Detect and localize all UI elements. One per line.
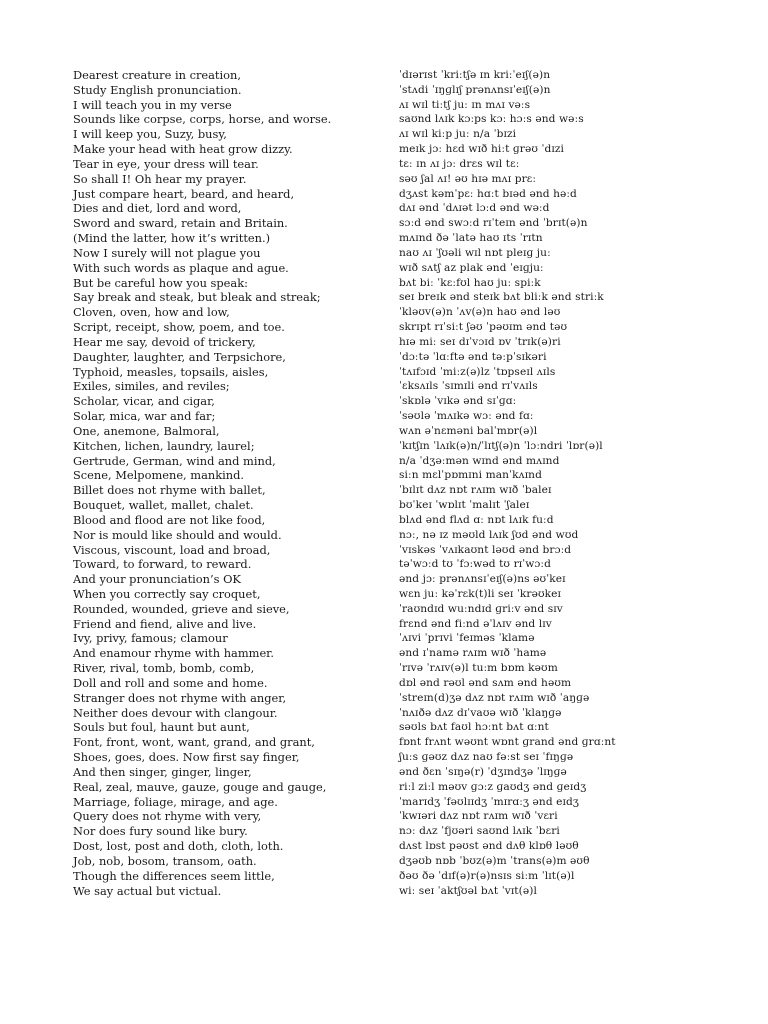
verse-text: With such words as plaque and ague.: [73, 260, 289, 275]
poem-line: [0, 379, 768, 394]
verse-text: Viscous, viscount, load and broad,: [73, 542, 271, 557]
ipa-transcription: bʊˈkeɪ ˈwɒlɪt ˈmalɪt ˈʃaleɪ: [399, 499, 530, 512]
poem-line: [0, 617, 768, 632]
ipa-transcription: sɔːd ənd swɔːd rɪˈteɪn ənd ˈbrɪt(ə)n: [399, 217, 588, 230]
ipa-transcription: wiː seɪ ˈaktʃʊəl bʌt ˈvɪt(ə)l: [399, 884, 537, 897]
verse-text: Exiles, similes, and reviles;: [73, 379, 230, 394]
poem-line: [0, 468, 768, 483]
verse-text: Though the differences seem little,: [73, 868, 275, 883]
verse-text: Nor does fury sound like bury.: [73, 824, 248, 839]
poem-line: [0, 394, 768, 409]
ipa-transcription: səʊ ʃal ʌɪ! əʊ hɪə mʌɪ prɛː: [399, 172, 537, 185]
ipa-transcription: n/a ˈdʒəːmən wɪnd ənd mʌɪnd: [399, 454, 560, 467]
ipa-transcription: fɒnt frʌnt wəʊnt wɒnt ɡrand ənd ɡrɑːnt: [399, 736, 616, 749]
poem-line: [0, 498, 768, 513]
poem-line: [0, 602, 768, 617]
verse-text: Tear in eye, your dress will tear.: [73, 156, 259, 171]
ipa-transcription: dɒl ənd rəʊl ənd sʌm ənd həʊm: [399, 676, 572, 689]
verse-text: Solar, mica, war and far;: [73, 409, 216, 424]
ipa-transcription: skrɪpt rɪˈsiːt ʃəʊ ˈpəʊɪm ənd təʊ: [399, 321, 568, 334]
poem-line: [0, 142, 768, 157]
poem-line: [0, 676, 768, 691]
poem-line: [0, 83, 768, 98]
ipa-transcription: ˈstʌdi ˈɪŋɡlɪʃ prənʌnsɪˈeɪʃ(ə)n: [399, 83, 551, 96]
verse-text: Billet does not rhyme with ballet,: [73, 483, 266, 498]
poem-line: [0, 320, 768, 335]
poem-line: [0, 454, 768, 469]
poem-line: [0, 201, 768, 216]
ipa-transcription: ˈnʌɪðə dʌz dɪˈvaʊə wɪð ˈklaŋɡə: [399, 706, 562, 719]
poem-line: [0, 780, 768, 795]
poem-line: [0, 543, 768, 558]
ipa-transcription: ənd ðɛn ˈsɪŋə(r) ˈdʒɪndʒə ˈlɪŋɡə: [399, 765, 567, 778]
poem-line: [0, 720, 768, 735]
poem-line: [0, 884, 768, 899]
ipa-transcription: seɪ breɪk ənd steɪk bʌt bliːk ənd striːk: [399, 291, 604, 304]
ipa-transcription: ˈvɪskəs ˈvʌɪkaʊnt ləʊd ənd brɔːd: [399, 543, 572, 556]
verse-text: Rounded, wounded, grieve and sieve,: [73, 601, 290, 616]
verse-text: Friend and fiend, alive and live.: [73, 616, 257, 631]
poem-line: [0, 157, 768, 172]
verse-text: Study English pronunciation.: [73, 82, 242, 97]
poem-line: [0, 765, 768, 780]
poem-line: [0, 661, 768, 676]
verse-text: Neither does devour with clangour.: [73, 705, 278, 720]
poem-line: [0, 691, 768, 706]
verse-text: And your pronunciation’s OK: [73, 572, 241, 587]
verse-text: But be careful how you speak:: [73, 275, 248, 290]
verse-text: River, rival, tomb, bomb, comb,: [73, 661, 255, 676]
ipa-transcription: meɪk jɔː hɛd wɪð hiːt ɡrəʊ ˈdɪzi: [399, 143, 565, 156]
verse-text: Kitchen, lichen, laundry, laurel;: [73, 438, 255, 453]
poem-line: [0, 335, 768, 350]
poem-line: [0, 483, 768, 498]
ipa-transcription: wʌn əˈnɛməni balˈmɒr(ə)l: [399, 424, 538, 437]
poem-line: [0, 869, 768, 884]
poem-line: [0, 231, 768, 246]
ipa-transcription: nɔː, nə ɪz məʊld lʌɪk ʃʊd ənd wʊd: [399, 528, 579, 541]
verse-text: Script, receipt, show, poem, and toe.: [73, 320, 285, 335]
verse-text: I will teach you in my verse: [73, 97, 232, 112]
poem-line: [0, 735, 768, 750]
verse-text: Say break and steak, but bleak and streak;: [73, 290, 321, 305]
poem-line: [0, 290, 768, 305]
verse-text: Gertrude, German, wind and mind,: [73, 453, 276, 468]
verse-text: Query does not rhyme with very,: [73, 809, 262, 824]
poem-line: [0, 112, 768, 127]
poem-line: [0, 187, 768, 202]
ipa-transcription: hɪə miː seɪ dɪˈvɔɪd ɒv ˈtrɪk(ə)ri: [399, 335, 561, 348]
verse-text: Scene, Melpomene, mankind.: [73, 468, 245, 483]
poem-line: [0, 528, 768, 543]
verse-text: Shoes, goes, does. Now first say finger,: [73, 750, 300, 765]
poem-line: [0, 172, 768, 187]
ipa-transcription: ˈskɒlə ˈvɪkə ənd sɪˈɡɑː: [399, 395, 517, 408]
ipa-transcription: dʒəʊb nɒb ˈbʊz(ə)m ˈtrans(ə)m əʊθ: [399, 854, 590, 867]
verse-text: Typhoid, measles, topsails, aisles,: [73, 364, 269, 379]
poem-line: [0, 439, 768, 454]
verse-text: So shall I! Oh hear my prayer.: [73, 171, 247, 186]
verse-text: Dearest creature in creation,: [73, 68, 241, 82]
verse-text: I will keep you, Suzy, busy,: [73, 127, 227, 142]
verse-text: And enamour rhyme with hammer.: [73, 646, 274, 661]
verse-text: And then singer, ginger, linger,: [73, 764, 252, 779]
ipa-transcription: səʊls bʌt faʊl hɔːnt bʌt ɑːnt: [399, 721, 549, 734]
verse-text: Dost, lost, post and doth, cloth, loth.: [73, 839, 284, 854]
ipa-transcription: mʌɪnd ðə ˈlatə haʊ ɪts ˈrɪtn: [399, 232, 543, 245]
poem-line: [0, 587, 768, 602]
ipa-transcription: nɔː dʌz ˈfjʊəri saʊnd lʌɪk ˈbɛri: [399, 825, 560, 838]
ipa-transcription: ˈraʊndɪd wuːndɪd ɡriːv ənd sɪv: [399, 602, 563, 615]
verse-text: Stranger does not rhyme with anger,: [73, 690, 287, 705]
ipa-transcription: ˈsəʊlə ˈmʌɪkə wɔː ənd fɑː: [399, 410, 534, 423]
ipa-transcription: ˈbɪlɪt dʌz nɒt rʌɪm wɪð ˈbaleɪ: [399, 484, 552, 497]
ipa-transcription: dʌst lɒst pəʊst ənd dʌθ klɒθ ləʊθ: [399, 840, 579, 853]
ipa-transcription: saʊnd lʌɪk kɔːps kɔː hɔːs ənd wəːs: [399, 113, 584, 126]
verse-text: Hear me say, devoid of trickery,: [73, 334, 256, 349]
ipa-transcription: riːl ziːl məʊv ɡɔːz ɡaʊdʒ ənd ɡeɪdʒ: [399, 780, 587, 793]
poem-line: [0, 68, 768, 83]
verse-text: Marriage, foliage, mirage, and age.: [73, 794, 278, 809]
verse-text: One, anemone, Balmoral,: [73, 423, 220, 438]
poem-line: [0, 631, 768, 646]
ipa-transcription: siːn mɛlˈpɒmɪni manˈkʌɪnd: [399, 469, 542, 482]
ipa-transcription: naʊ ʌɪ ˈʃʊəli wɪl nɒt pleɪɡ juː: [399, 246, 551, 259]
ipa-transcription: ˈstreɪn(d)ʒə dʌz nɒt rʌɪm wɪð ˈaŋɡə: [399, 691, 590, 704]
ipa-transcription: wɛn juː kəˈrɛk(t)li seɪ ˈkrəʊkeɪ: [399, 587, 562, 600]
poem-line: [0, 513, 768, 528]
verse-text: Toward, to forward, to reward.: [73, 557, 252, 572]
poem-line: [0, 646, 768, 661]
ipa-transcription: ənd jɔː prənʌnsɪˈeɪʃ(ə)ns əʊˈkeɪ: [399, 573, 566, 586]
poem-line: [0, 424, 768, 439]
poem-line: [0, 276, 768, 291]
poem-line: [0, 854, 768, 869]
verse-text: Nor is mould like should and would.: [73, 527, 282, 542]
poem-line: [0, 795, 768, 810]
verse-text: Job, nob, bosom, transom, oath.: [73, 853, 257, 868]
ipa-transcription: ʌɪ wɪl kiːp juː n/a ˈbɪzi: [399, 128, 517, 141]
verse-text: Blood and flood are not like food,: [73, 512, 266, 527]
ipa-transcription: ðəʊ ðə ˈdɪf(ə)r(ə)nsɪs siːm ˈlɪt(ə)l: [399, 869, 575, 882]
verse-text: (Mind the latter, how it’s written.): [73, 231, 271, 246]
poem-line: [0, 706, 768, 721]
poem-line: [0, 809, 768, 824]
poem-line: [0, 127, 768, 142]
verse-text: Ivy, privy, famous; clamour: [73, 631, 228, 646]
poem-line: [0, 261, 768, 276]
ipa-transcription: ˈrɪvə ˈrʌɪv(ə)l tuːm bɒm kəʊm: [399, 662, 558, 675]
verse-text: Sword and sward, retain and Britain.: [73, 216, 288, 231]
poem-line: [0, 365, 768, 380]
ipa-transcription: ˈmarɪdʒ ˈfəʊlɪɪdʒ ˈmɪrɑːʒ ənd eɪdʒ: [399, 795, 579, 808]
ipa-transcription: ˈtʌɪfɔɪd ˈmiːz(ə)lz ˈtɒpseɪl ʌɪls: [399, 365, 556, 378]
verse-text: Daughter, laughter, and Terpsichore,: [73, 349, 286, 364]
ipa-transcription: ˈdɔːtə ˈlɑːftə ənd təːpˈsɪkəri: [399, 350, 547, 363]
verse-text: Sounds like corpse, corps, horse, and worse.: [73, 112, 332, 127]
ipa-transcription: ˈkləʊv(ə)n ˈʌv(ə)n haʊ ənd ləʊ: [399, 306, 561, 319]
poem-line: [0, 824, 768, 839]
ipa-transcription: ˈkɪtʃɪn ˈlʌɪk(ə)n/ˈlɪtʃ(ə)n ˈlɔːndri ˈlɒr(ə)l: [399, 439, 603, 452]
ipa-transcription: dʌɪ ənd ˈdʌɪət lɔːd ənd wəːd: [399, 202, 550, 215]
ipa-transcription: dʒʌst kəmˈpɛː hɑːt bɪəd ənd həːd: [399, 187, 577, 200]
ipa-transcription: ˈɛksʌɪls ˈsɪmɪli ənd rɪˈvʌɪls: [399, 380, 538, 393]
verse-text: Cloven, oven, how and low,: [73, 305, 230, 320]
ipa-transcription: wɪð sʌtʃ az plak ənd ˈeɪɡjuː: [399, 261, 544, 274]
ipa-transcription: blʌd ənd flʌd ɑː nɒt lʌɪk fuːd: [399, 513, 554, 526]
ipa-transcription: ˈkwɪəri dʌz nɒt rʌɪm wɪð ˈvɛri: [399, 810, 558, 823]
ipa-transcription: təˈwɔːd tʊ ˈfɔːwəd tʊ rɪˈwɔːd: [399, 558, 551, 571]
poem-line: [0, 246, 768, 261]
verse-text: Just compare heart, beard, and heard,: [73, 186, 295, 201]
verse-text: Bouquet, wallet, mallet, chalet.: [73, 498, 254, 513]
verse-text: When you correctly say croquet,: [73, 586, 261, 601]
verse-text: We say actual but victual.: [73, 883, 222, 898]
verse-text: Font, front, wont, want, grand, and grant,: [73, 735, 315, 750]
poem-line: [0, 839, 768, 854]
ipa-transcription: tɛː ɪn ʌɪ jɔː drɛs wɪl tɛː: [399, 157, 520, 170]
verse-text: Souls but foul, haunt but aunt,: [73, 720, 250, 735]
poem-line: [0, 305, 768, 320]
verse-text: Make your head with heat grow dizzy.: [73, 142, 293, 157]
ipa-transcription: ənd ɪˈnamə rʌɪm wɪð ˈhamə: [399, 647, 547, 660]
poem-line: [0, 350, 768, 365]
poem-line: [0, 98, 768, 113]
ipa-transcription: ʃuːs ɡəʊz dʌz naʊ fəːst seɪ ˈfɪŋɡə: [399, 751, 574, 764]
verse-text: Scholar, vicar, and cigar,: [73, 394, 215, 409]
poem-with-transcription: [0, 68, 768, 898]
ipa-transcription: bʌt biː ˈkɛːfʊl haʊ juː spiːk: [399, 276, 541, 289]
ipa-transcription: frɛnd ənd fiːnd əˈlʌɪv ənd lɪv: [399, 617, 552, 630]
ipa-transcription: ʌɪ wɪl tiːtʃ juː ɪn mʌɪ vəːs: [399, 98, 531, 111]
verse-text: Dies and diet, lord and word,: [73, 201, 242, 216]
verse-text: Now I surely will not plague you: [73, 245, 261, 260]
ipa-transcription: ˈdɪərɪst ˈkriːtʃə ɪn kriːˈeɪʃ(ə)n: [399, 69, 551, 81]
poem-line: [0, 216, 768, 231]
verse-text: Real, zeal, mauve, gauze, gouge and gauge,: [73, 779, 327, 794]
poem-line: [0, 557, 768, 572]
verse-text: Doll and roll and some and home.: [73, 675, 268, 690]
poem-line: [0, 572, 768, 587]
poem-line: [0, 409, 768, 424]
poem-line: [0, 750, 768, 765]
ipa-transcription: ˈʌɪvi ˈprɪvi ˈfeɪməs ˈklamə: [399, 632, 535, 645]
